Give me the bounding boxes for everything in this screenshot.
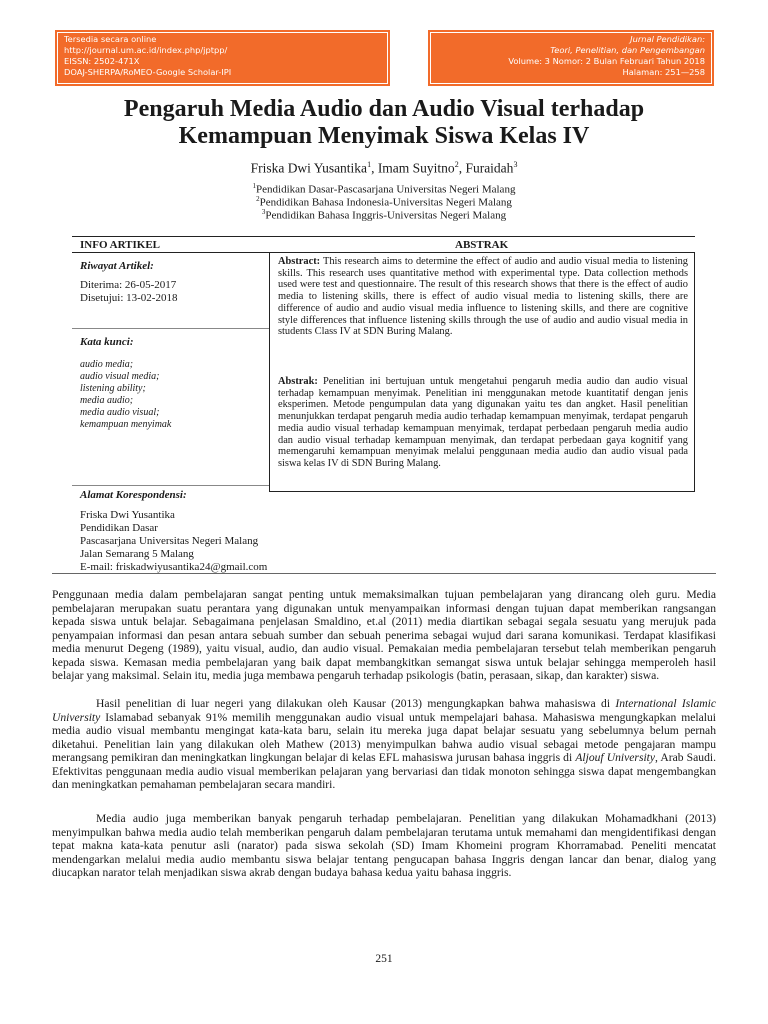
abstract-en-text: This research aims to determine the effect of audio and audio visual media to listening skills. This research uses quantitative method with experimental type. Data collection methods used were test and questionnaire. The result of this research shows that there is the effect of audio media to listening skills, there is effect of audio visual media to listening skills, there are difference of audio and audio visual media influence to listening skills, and there are cognitive style differences that influence listening skills through the use of audio and audio visual media in students Class IV at SDN Buring Malang. xyxy=(278,256,688,338)
affiliation-1-text: Pendidikan Dasar-Pascasarjana Universitas Negeri Malang xyxy=(256,183,516,196)
author-list xyxy=(0,160,768,177)
affiliation-2-sup: 2 xyxy=(256,195,260,203)
info-divider xyxy=(72,328,269,329)
correspondence-address xyxy=(80,509,267,574)
keyword: listening ability; xyxy=(80,383,146,394)
info-artikel-heading: INFO ARTIKEL xyxy=(80,239,160,251)
affiliation-1-sup: 1 xyxy=(252,182,257,190)
received-date: Diterima: 26-05-2017 xyxy=(80,279,177,291)
author-3-sup: 3 xyxy=(513,160,518,169)
abstract-id-text: Penelitian ini bertujuan untuk mengetahui pengaruh media audio dan audio visual terhadap kemampuan menyimak. Penelitian ini menggunakan metode kuantitatif dengan jenis eksperimen. Metode pengumpulan data yang digunakan yaitu tes dan angket. Hasil penelitian menunjukkan terdapat pengaruh media audio terhadap kemampuan menyimak, terdapat pengaruh media audio visual terhadap kemampuan menyimak, terdapat perbedaan pengaruh media audio dan audio visual terhadap kemampuan menyimak, dan terdapat perbedaan gaya kognitif yang memengaruhi kemampuan menyimak melalui penggunaan media audio dan audio visual pada siswa kelas IV di SDN Buring Malang. xyxy=(278,376,688,469)
abstract-en-label: Abstract: xyxy=(278,256,321,267)
indonesian-abstract xyxy=(278,376,688,470)
keyword: media audio visual; xyxy=(80,407,160,418)
journal-availability-box xyxy=(55,30,390,86)
keyword-list xyxy=(80,359,171,431)
body-paragraph-3: Media audio juga memberikan banyak pengaruh terhadap pembelajaran. Penelitian yang dilakukan Mohamadkhani (2013) menyimpulkan bahwa media audio telah memberikan pengaruh dalam pembelajaran terutama untuk memahami dan mengidentifikasi dengan tepat makna kata-kata penutur asli (narator) pada siswa sekolah (SD) Imam Khomeini program Khorramabad. Peneliti mencatat mendengarkan melalui media audio membantu siswa belajar tentang pengucapan bahasa Inggris dengan lancar dan benar, dialog yang diucapkan narator telah menjadikan siswa akrab dengan budaya bahasa kedua yaitu bahasa inggris. xyxy=(52,812,716,880)
abstrak-heading: ABSTRAK xyxy=(455,239,509,251)
journal-info-box xyxy=(428,30,714,86)
body-paragraph-2 xyxy=(52,697,716,792)
paragraph-2-text: , Arab Saudi. Efektivitas penggunaan media audio visual memberikan pelajaran yang bervariasi dan tidak monoton sehingga siswa dapat mengembangkan dan meningkatkan pemahaman pembelajaran secara mandiri. xyxy=(52,751,716,792)
address-line: Pascasarjana Universitas Negeri Malang xyxy=(80,535,259,547)
author-separator: , xyxy=(458,160,466,176)
affiliation-3-text: Pendidikan Bahasa Inggris-Universitas Negeri Malang xyxy=(265,209,507,222)
affiliation-2-text: Pendidikan Bahasa Indonesia-Universitas Negeri Malang xyxy=(259,196,512,209)
author-3: Furaidah xyxy=(465,160,514,176)
journal-pages: Halaman: 251—258 xyxy=(622,67,705,77)
info-divider xyxy=(72,485,269,486)
english-abstract xyxy=(278,256,688,338)
university-name: International Islamic University xyxy=(52,697,716,724)
journal-volume: Volume: 3 Nomor: 2 Bulan Februari Tahun 2018 xyxy=(508,56,705,66)
author-2-sup: 2 xyxy=(454,160,459,169)
keyword: media audio; xyxy=(80,395,134,406)
kata-kunci-label: Kata kunci: xyxy=(80,336,134,348)
article-title xyxy=(0,96,768,150)
author-1: Friska Dwi Yusantika xyxy=(250,160,368,176)
email-line[interactable]: E-mail: friskadwiyusantika24@gmail.com xyxy=(80,561,268,573)
author-separator: , xyxy=(371,160,378,176)
affiliation-3 xyxy=(0,206,768,223)
title-line-1: Pengaruh Media Audio dan Audio Visual terhadap xyxy=(123,96,645,122)
address-line: Friska Dwi Yusantika xyxy=(80,509,175,521)
paragraph-2-text: Islamabad sebanyak 91% memilih menggunakan audio visual untuk mempelajari bahasa. Mahasiswa mengungkapkan melalui media audio visual membantu mengingat kata-kata baru, selain itu mereka juga dapat belajar sesuatu yang sebelumnya belum pernah diketahui. Penelitian lain yang dilakukan oleh Mathew (2013) menyimpulkan bahwa audio visual sebagai metode pengajaran mampu merangsang pemikiran dan meningkatkan lingkungan belajar di kelas EFL mahasiswa jurusan bahasa inggris di xyxy=(52,710,716,765)
availability-line: Tersedia secara online xyxy=(64,34,157,44)
journal-subtitle: Teori, Penelitian, dan Pengembangan xyxy=(550,45,705,55)
address-line: Pendidikan Dasar xyxy=(80,522,158,534)
affiliation-3-sup: 3 xyxy=(261,208,266,216)
indexing-line: DOAJ-SHERPA/RoMEO-Google Scholar-IPI xyxy=(64,67,232,77)
keyword: audio visual media; xyxy=(80,371,160,382)
author-2: Imam Suyitno xyxy=(377,160,455,176)
riwayat-label: Riwayat Artikel: xyxy=(80,260,154,272)
address-line: Jalan Semarang 5 Malang xyxy=(80,548,194,560)
abstract-id-label: Abstrak: xyxy=(278,376,318,387)
section-rule xyxy=(52,573,716,574)
journal-url[interactable]: http://journal.um.ac.id/index.php/jptpp/ xyxy=(64,45,228,55)
author-1-sup: 1 xyxy=(367,160,372,169)
keyword: kemampuan menyimak xyxy=(80,419,172,430)
eissn-line: EISSN: 2502-471X xyxy=(64,56,140,66)
page-number: 251 xyxy=(375,953,393,965)
alamat-label: Alamat Korespondensi: xyxy=(80,489,187,501)
journal-name: Jurnal Pendidikan: xyxy=(630,34,705,44)
top-rule xyxy=(72,236,695,237)
paragraph-2-text: Hasil penelitian di luar negeri yang dilakukan oleh Kausar (2013) mengungkapkan bahwa mahasiswa di xyxy=(96,697,616,710)
title-line-2: Kemampuan Menyimak Siswa Kelas IV xyxy=(178,123,590,149)
accepted-date: Disetujui: 13-02-2018 xyxy=(80,292,178,304)
university-name: Aljouf University xyxy=(575,751,656,765)
body-paragraph-1: Penggunaan media dalam pembelajaran sangat penting untuk memaksimalkan tujuan pembelajaran yang dirancang oleh guru. Media pembelajaran merupakan suatu perantara yang digunakan untuk menyampaikan informasi dengan tujuan dapat memberikan rangsangan kepada siswa untuk belajar. Sebagaimana penjelasan Smaldino, et.al (2011) media diartikan sebagai segala sesuatu yang merujuk pada penyampaian informasi dan pesan antara sebuah sumber dan sebuah penerima sebagai wujud dari sarana komunikasi. Terdapat klasifikasi media menurut Degeng (1989), yaitu visual, audio, dan audio visual. Pemakaian media pembelajaran tersebut telah memberikan pengaruh kepada siswa. Kemasan media pembelajaran yang baik dapat membangkitkan semangat siswa untuk belajar sehingga memperoleh hasil belajar yang maksimal. Selain itu, media juga membawa pengaruh terhadap psikologis (batin, perasaan, sikap, dan karakter) siswa. xyxy=(52,588,716,683)
keyword: audio media; xyxy=(80,359,134,370)
